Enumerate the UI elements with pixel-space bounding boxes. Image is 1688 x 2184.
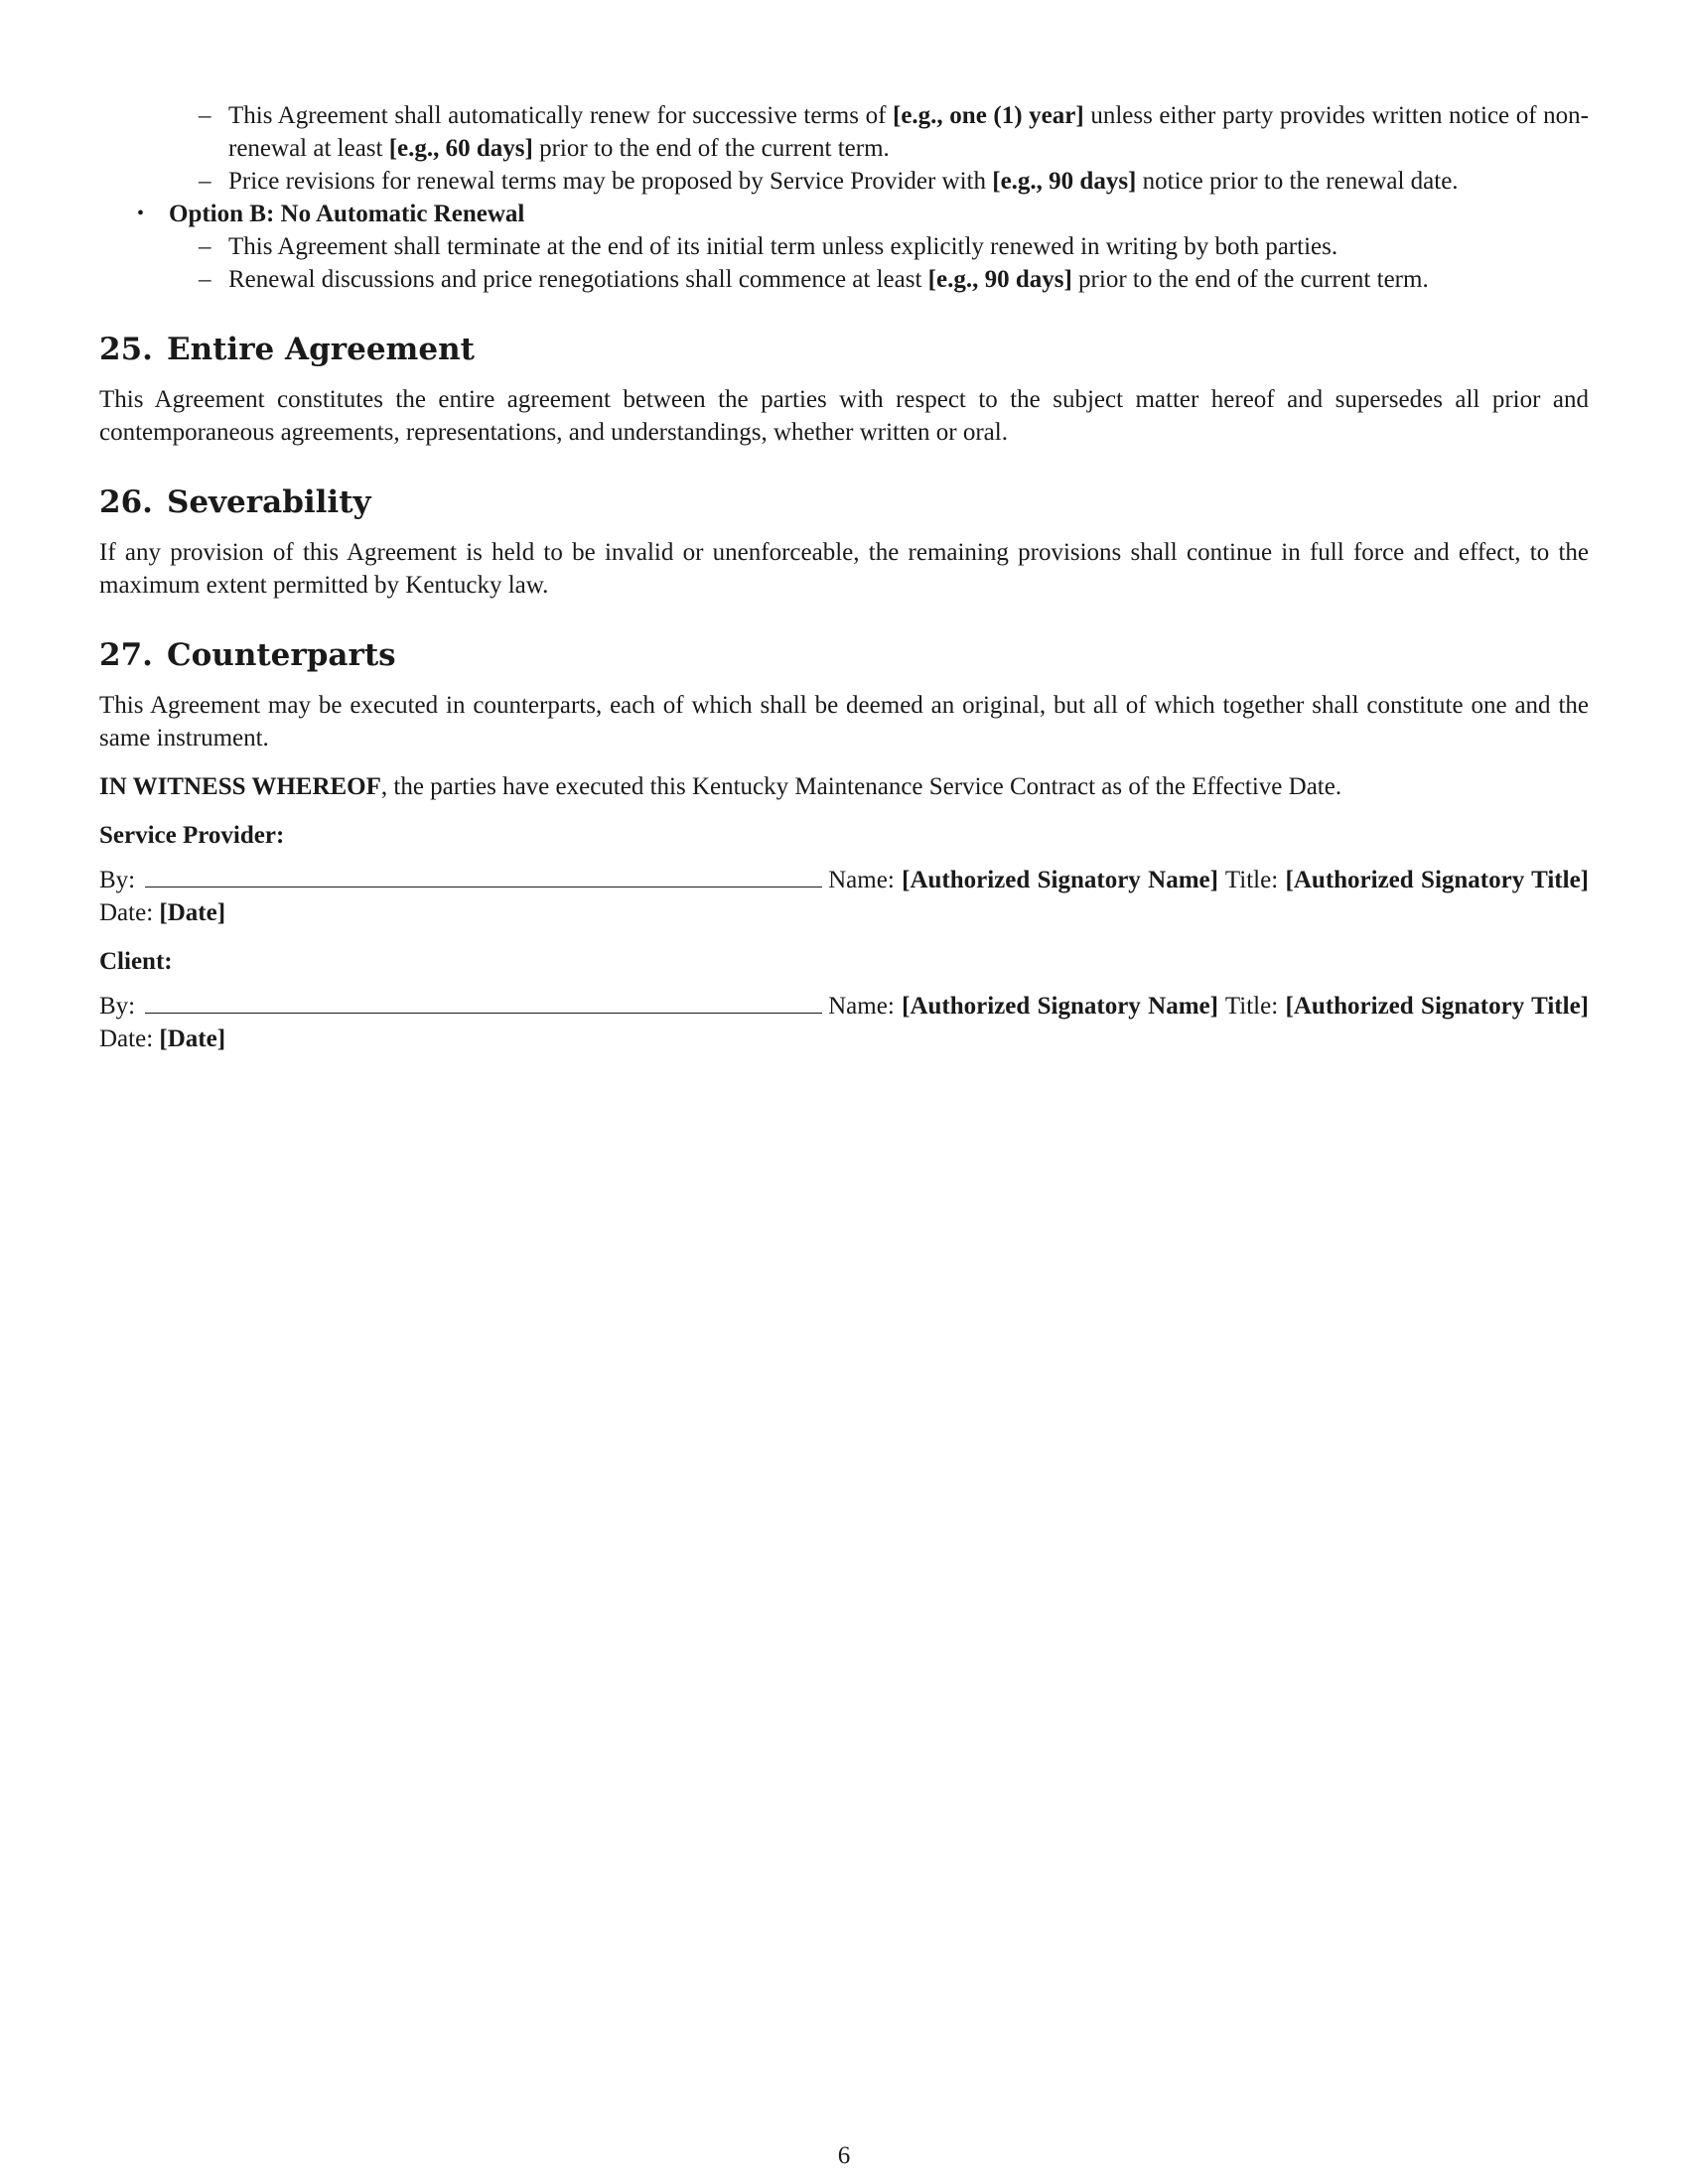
signature-line[interactable] — [145, 991, 822, 1014]
section-heading-counterparts: 27. Counterparts — [99, 637, 396, 673]
section-body-counterparts: This Agreement may be executed in counterparts, each of which shall be deemed an original, but all of which together shall constitute one and the same instrument. — [99, 692, 1589, 751]
dash-marker: – — [199, 168, 211, 195]
list-item: – Price revisions for renewal terms may be proposed by Service Provider with [e.g., 90 days] notice prior to the renewal date. — [99, 165, 1589, 198]
dash-marker: – — [199, 233, 211, 260]
signature-party-service-provider: Service Provider: — [99, 822, 285, 849]
section-body-severability: If any provision of this Agreement is held to be invalid or unenforceable, the remaining provisions shall continue in full force and effect, to the maximum extent permitted by Kentucky law. — [99, 539, 1589, 599]
option-a-sublist — [99, 99, 1589, 198]
bullet-marker: • — [137, 203, 145, 224]
list-item: – Renewal discussions and price renegotiations shall commence at least [e.g., 90 days] prior to the end of the current term. — [99, 263, 1589, 296]
signature-line[interactable] — [145, 865, 822, 887]
section-heading-entire-agreement: 25. Entire Agreement — [99, 332, 475, 367]
signature-block-service-provider: By: Name: [Authorized Signatory Name] Title: [Authorized Signatory Title] Date: [Date] — [99, 867, 1589, 926]
signature-block-client: By: Name: [Authorized Signatory Name] Title: [Authorized Signatory Title] Date: [Date] — [99, 993, 1589, 1052]
section-heading-severability: 26. Severability — [99, 484, 371, 520]
section-body-entire-agreement: This Agreement constitutes the entire agreement between the parties with respect to the subject matter hereof and supersedes all prior and contemporaneous agreements, representations, and understandings, whether written or oral. — [99, 386, 1589, 446]
dash-marker: – — [199, 266, 211, 293]
page-number: 6 — [837, 2142, 851, 2169]
option-b-title: Option B: No Automatic Renewal — [169, 201, 525, 227]
option-b-sublist — [99, 230, 1589, 296]
option-b-item — [99, 198, 1589, 230]
list-item: – This Agreement shall automatically renew for successive terms of [e.g., one (1) year] unless either party provides written notice of non-renewal at least [e.g., 60 days] prior to the end of the current term. — [99, 99, 1589, 165]
dash-marker: – — [199, 102, 211, 129]
renewal-options-list — [99, 198, 1589, 230]
list-item: – This Agreement shall terminate at the end of its initial term unless explicitly renewed in writing by both parties. — [99, 230, 1589, 263]
document-page — [99, 99, 1589, 1071]
witness-clause: IN WITNESS WHEREOF, the parties have executed this Kentucky Maintenance Service Contract as of the Effective Date. — [99, 773, 1342, 800]
signature-party-client: Client: — [99, 948, 173, 975]
